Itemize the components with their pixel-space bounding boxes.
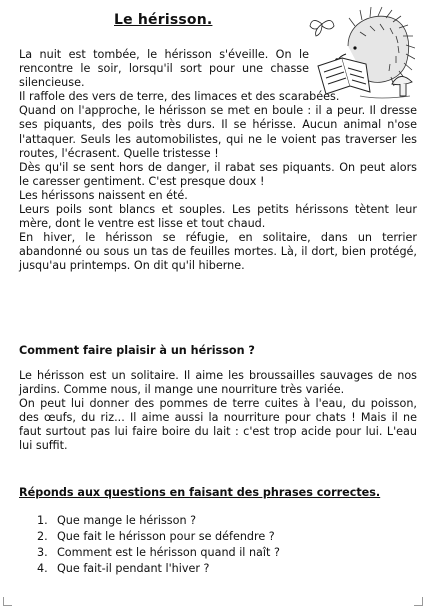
question-item	[37, 545, 280, 561]
main-text	[19, 48, 417, 274]
question-text: Que fait-il pendant l'hiver ?	[57, 562, 210, 575]
page-title: Le hérisson.	[114, 12, 213, 28]
paragraph: Le hérisson est un solitaire. Il aime les broussailles sauvages de nos jardins. Comme nous, il mange une nourriture très variée.	[19, 369, 417, 397]
intro-paragraph: La nuit est tombée, le hérisson s'éveille. On le rencontre le soir, lorsqu'il sort pour une chasse silencieuse.	[19, 48, 309, 90]
section-heading: Comment faire plaisir à un hérisson ?	[19, 344, 255, 357]
question-text: Que mange le hérisson ?	[57, 514, 197, 527]
section-text	[19, 369, 417, 454]
question-number: 1.	[37, 514, 48, 527]
question-number: 2.	[37, 530, 48, 543]
paragraph: Quand on l'approche, le hérisson se met en boule : il a peur. Il dresse ses piquants, des poils très durs. Il se hérisse. Aucun animal n'ose l'attaquer. Seuls les automobilistes, qui ne le voient pas traverser les routes, l'écrasent. Quelle tristesse !	[19, 104, 417, 160]
question-text: Comment est le hérisson quand il naît ?	[57, 546, 280, 559]
paragraph: Les hérissons naissent en été.	[19, 188, 188, 202]
paragraph: Dès qu'il se sent hors de danger, il rabat ses piquants. On peut alors le caresser gentiment. C'est presque doux !	[19, 160, 417, 188]
question-number: 4.	[37, 562, 48, 575]
paragraph: Leurs poils sont blancs et souples. Les petits hérissons tètent leur mère, dont le ventre est lisse et tout chaud.	[19, 203, 417, 231]
questions-heading: Réponds aux questions en faisant des phrases correctes.	[19, 486, 381, 499]
crop-mark	[414, 597, 423, 606]
question-number: 3.	[37, 546, 48, 559]
question-item	[37, 561, 280, 577]
paragraph: On peut lui donner des pommes de terre cuites à l'eau, du poisson, des œufs, du riz... Il aime aussi la nourriture pour chats ! Mais il ne faut surtout pas lui faire boire du lait : c'est trop acide pour lui. L'eau lui suffit.	[19, 397, 417, 453]
paragraph: En hiver, le hérisson se réfugie, en solitaire, dans un terrier abandonné ou sous un tas de feuilles mortes. Là, il dort, bien protégé, jusqu'au printemps. On dit qu'il hiberne.	[19, 231, 417, 273]
questions-list	[37, 513, 280, 577]
question-item	[37, 529, 280, 545]
question-text: Que fait le hérisson pour se défendre ?	[57, 530, 275, 543]
question-item	[37, 513, 280, 529]
paragraph: Il raffole des vers de terre, des limaces et des scarabées.	[19, 90, 340, 104]
crop-mark	[3, 597, 12, 606]
